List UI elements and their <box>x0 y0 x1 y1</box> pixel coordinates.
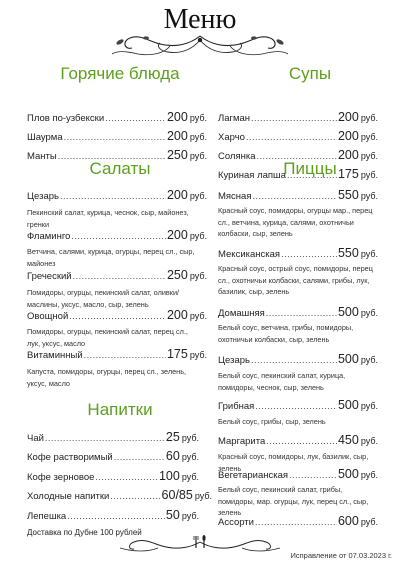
revision-date: Исправление от 07.03.2023 г. <box>290 551 392 560</box>
item-description: Белый соус, пекинский салат, курица, помидоры, чеснок, сыр, зелень <box>218 371 346 392</box>
item-description: Белый соус, пекинский салат, грибы, помидоры, мар. огурцы, лук, перец сл., сыр, зелень <box>218 485 369 517</box>
item-description: Красный соус, помидоры, лук, базилик, сыр, зелень <box>218 452 369 473</box>
menu-item: Мясная ..... 550 руб. <box>218 188 378 202</box>
menu-item: Лепешка ..... 50 руб. <box>27 508 199 522</box>
item-description: Белый соус, ветчина, грибы, помидоры, охотничьи колбаски, сыр, зелень <box>218 323 354 344</box>
item-description: Пекинский салат, курица, чеснок, сыр, майонез, гренки <box>27 208 189 229</box>
item-description: Красный соус, острый соус, помидоры, перец сл., охотничьи колбаски, салями, грибы, лук, базилик, сыр, зелень <box>218 264 373 296</box>
item-description: Помидоры, огурцы, пекинский салат, перец сл., лук, уксус, масло <box>27 327 188 348</box>
item-description: Капуста, помидоры, огурцы, перец сл., зелень, уксус, масло <box>27 367 187 388</box>
menu-item: Мексиканская ..... 550 руб. <box>218 246 378 260</box>
section-title-hot: Горячие блюда <box>60 64 180 83</box>
menu-item: Чай ..... 25 руб. <box>27 430 199 444</box>
menu-item: Холодные напитки ..... 60/85 руб. <box>27 488 212 502</box>
section-title-drinks: Напитки <box>87 400 153 419</box>
menu-item: Овощной ..... 200 руб. <box>27 308 207 322</box>
menu-item: Вегетарианская ..... 500 руб. <box>218 467 378 481</box>
menu-item: Домашняя ..... 500 руб. <box>218 305 378 319</box>
delivery-note: Доставка по Дубне 100 рублей <box>27 528 142 537</box>
section-title-pizza: Пиццы <box>283 159 337 178</box>
menu-item: Кофе растворимый ..... 60 руб. <box>27 449 199 463</box>
section-title-soups: Супы <box>288 64 332 83</box>
floral-ornament-top <box>110 30 290 60</box>
menu-item: Плов по-узбекски ..... 200 руб. <box>27 110 207 124</box>
menu-item: Ассорти ..... 600 руб. <box>218 514 378 528</box>
menu-item: Цезарь ..... 500 руб. <box>218 352 378 366</box>
menu-item: Витаминный ..... 175 руб. <box>27 347 207 361</box>
menu-item: Цезарь ..... 200 руб. <box>27 188 207 202</box>
menu-item: Маргарита ..... 450 руб. <box>218 433 378 447</box>
menu-item: Кофе зерновое ..... 100 руб. <box>27 469 199 483</box>
item-description: Помидоры, огурцы, пекинский салат, оливки/маслины, уксус, масло, сыр, зелень <box>27 288 180 309</box>
menu-item: Грибная ..... 500 руб. <box>218 398 378 412</box>
menu-item: Куриная лапша ..... 175 руб. <box>218 167 378 181</box>
menu-item: Солянка ..... 200 руб. <box>218 148 378 162</box>
item-description: Белый соус, грибы, сыр, зелень <box>218 417 326 426</box>
menu-item: Греческий ..... 250 руб. <box>27 268 207 282</box>
floral-ornament-bottom <box>118 534 282 554</box>
menu-item: Харчо ..... 200 руб. <box>218 129 378 143</box>
item-description: Ветчина, салями, курица, огурцы, перец сл., сыр, майонез <box>27 247 195 268</box>
section-title-salads: Салаты <box>89 159 151 178</box>
menu-item: Манты ..... 250 руб. <box>27 148 207 162</box>
menu-item: Шаурма ..... 200 руб. <box>27 129 207 143</box>
menu-item: Фламинго ..... 200 руб. <box>27 228 207 242</box>
item-description: Красный соус, помидоры, огурцы мар., перец сл., ветчина, курица, салями, охотничьи колбаски, сыр, зелень <box>218 206 373 238</box>
menu-title: Меню <box>163 4 237 35</box>
menu-item: Лагман ..... 200 руб. <box>218 110 378 124</box>
